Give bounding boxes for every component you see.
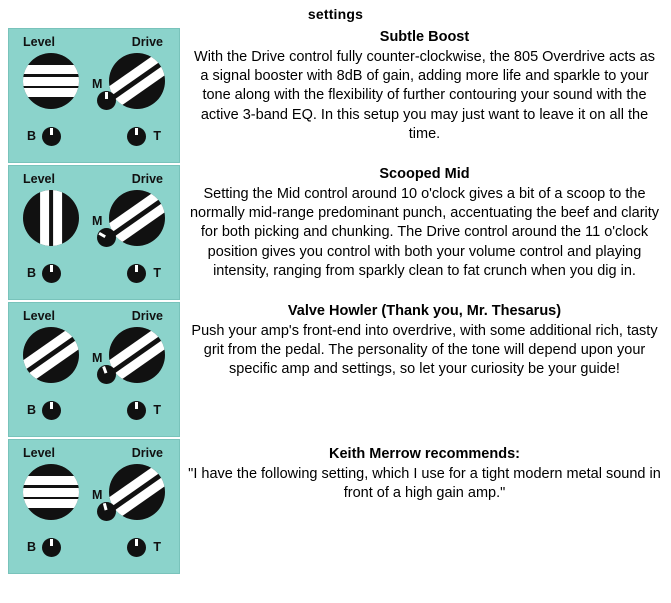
mid-knob[interactable] [97, 365, 116, 384]
knob-pointer [50, 402, 53, 409]
treble-knob[interactable] [127, 264, 146, 283]
level-knob[interactable] [23, 190, 79, 246]
section-text [186, 28, 671, 144]
bass-knob[interactable] [42, 264, 61, 283]
level-knob[interactable] [23, 464, 79, 520]
mid-label: M [92, 488, 103, 502]
drive-label: Drive [131, 446, 163, 460]
mid-label: M [92, 214, 103, 228]
knob-pointer [23, 499, 79, 508]
knob-pointer [135, 402, 138, 409]
settings-list [0, 28, 671, 574]
bass-knob[interactable] [42, 127, 61, 146]
section-body: Push your amp's front-end into overdrive, with some additional rich, tasty grit from the pedal. The personality of the tone will depend upon your specific amp and settings, so let your curiosity be your guide! [191, 323, 658, 378]
treble-label: T [153, 540, 161, 554]
list-item [0, 302, 671, 437]
section-text [186, 302, 671, 380]
level-label: Level [23, 309, 55, 323]
drive-label: Drive [131, 172, 163, 186]
drive-knob[interactable] [109, 190, 165, 246]
bass-label: B [27, 266, 37, 280]
knob-pointer [23, 476, 79, 485]
knob-pointer [50, 265, 53, 272]
drive-knob[interactable] [109, 464, 165, 520]
bass-label: B [27, 403, 37, 417]
section-title: Scooped Mid [379, 166, 470, 182]
mid-knob[interactable] [97, 502, 116, 521]
knob-pointer [103, 503, 108, 511]
pedal-body [8, 302, 180, 437]
drive-knob[interactable] [109, 53, 165, 109]
section-text [186, 165, 671, 281]
drive-label: Drive [131, 309, 163, 323]
level-knob[interactable] [23, 53, 79, 109]
knob-pointer [23, 88, 79, 97]
section-body: "I have the following setting, which I use for a tight modern metal sound in front of a high gain amp." [188, 466, 661, 502]
knob-pointer [135, 128, 138, 135]
knob-pointer [40, 190, 49, 246]
list-item [0, 439, 671, 574]
knob-pointer [53, 190, 62, 246]
page-title: settings [307, 6, 364, 22]
knob-pointer [102, 366, 107, 374]
pedal-graphic-subtle-boost [0, 28, 186, 163]
level-label: Level [23, 172, 55, 186]
pedal-body [8, 439, 180, 574]
pedal-body [8, 165, 180, 300]
knob-pointer [23, 488, 79, 497]
knob-pointer [135, 265, 138, 272]
list-item [0, 165, 671, 300]
knob-pointer [135, 539, 138, 546]
bass-knob[interactable] [42, 401, 61, 420]
pedal-graphic-valve-howler [0, 302, 186, 437]
level-label: Level [23, 35, 55, 49]
knob-pointer [23, 77, 79, 86]
knob-pointer [23, 65, 79, 74]
knob-pointer [50, 539, 53, 546]
mid-knob[interactable] [97, 91, 116, 110]
section-title: Subtle Boost [379, 29, 470, 45]
mid-knob[interactable] [97, 228, 116, 247]
treble-label: T [153, 129, 161, 143]
mid-label: M [92, 77, 103, 91]
bass-knob[interactable] [42, 538, 61, 557]
knob-pointer [105, 92, 108, 99]
section-text [186, 439, 671, 503]
section-title: Keith Merrow recommends: [329, 446, 520, 462]
mid-label: M [92, 351, 103, 365]
section-body: With the Drive control fully counter-clockwise, the 805 Overdrive acts as a signal booster with 8dB of gain, adding more life and sparkle to your tone along with the flexibility of further contouring your sound with the active 3-band EQ. In this setup you may just want to leave it on all the time. [194, 49, 655, 142]
level-label: Level [23, 446, 55, 460]
bass-label: B [27, 540, 37, 554]
treble-label: T [153, 403, 161, 417]
treble-knob[interactable] [127, 127, 146, 146]
pedal-graphic-keith-merrow [0, 439, 186, 574]
knob-pointer [98, 232, 106, 238]
list-item [0, 28, 671, 163]
drive-label: Drive [131, 35, 163, 49]
section-title: Valve Howler (Thank you, Mr. Thesarus) [287, 303, 562, 319]
bass-label: B [27, 129, 37, 143]
treble-label: T [153, 266, 161, 280]
pedal-body [8, 28, 180, 163]
treble-knob[interactable] [127, 401, 146, 420]
knob-pointer [50, 128, 53, 135]
section-body: Setting the Mid control around 10 o'clock gives a bit of a scoop to the normally mid-range predominant punch, accentuating the beef and clarity for both picking and chunking. The Drive control around the 11 o'clock position gives you control with both your volume control and playing intensity, ranging from sparkly clean to fat crunch when you dig in. [189, 186, 660, 279]
treble-knob[interactable] [127, 538, 146, 557]
drive-knob[interactable] [109, 327, 165, 383]
pedal-graphic-scooped-mid [0, 165, 186, 300]
level-knob[interactable] [23, 327, 79, 383]
